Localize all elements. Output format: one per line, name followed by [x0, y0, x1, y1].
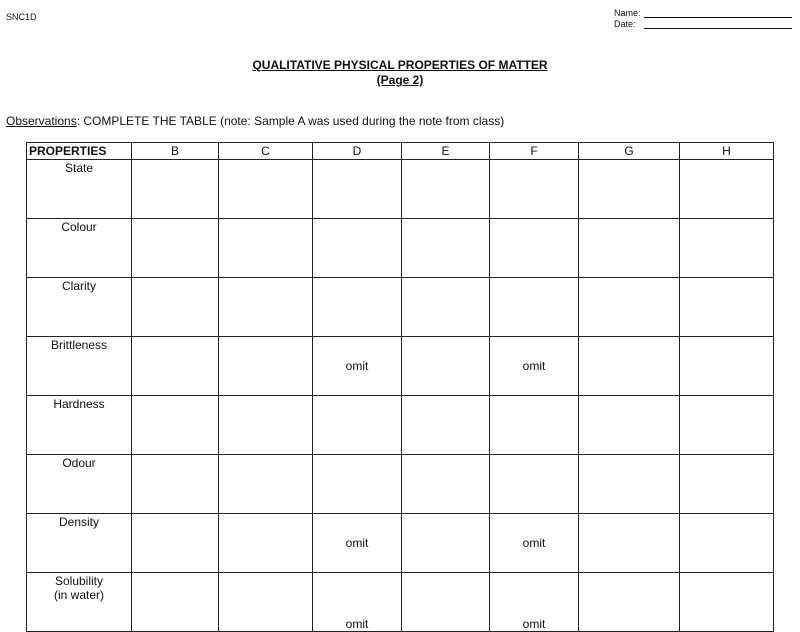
table-cell[interactable] — [680, 160, 774, 219]
table-cell[interactable] — [680, 573, 774, 632]
table-row — [27, 219, 774, 278]
name-field[interactable] — [644, 10, 792, 18]
table-cell[interactable] — [579, 337, 680, 396]
table-cell[interactable] — [402, 396, 490, 455]
table-cell[interactable] — [132, 278, 219, 337]
column-header-e: E — [402, 143, 490, 160]
table-cell[interactable]: omit — [490, 337, 579, 396]
table-cell[interactable] — [132, 514, 219, 573]
date-field[interactable] — [644, 21, 792, 29]
table-cell[interactable] — [680, 278, 774, 337]
table-cell[interactable] — [132, 455, 219, 514]
table-row — [27, 396, 774, 455]
table-row — [27, 514, 774, 573]
table-cell[interactable] — [579, 455, 680, 514]
table-cell[interactable] — [132, 396, 219, 455]
table-cell[interactable] — [219, 219, 313, 278]
table-cell[interactable]: omit — [490, 573, 579, 632]
property-label: Colour — [27, 219, 132, 278]
table-cell[interactable] — [579, 514, 680, 573]
column-header-b: B — [132, 143, 219, 160]
table-cell[interactable] — [579, 573, 680, 632]
table-row — [27, 160, 774, 219]
table-cell[interactable] — [313, 160, 402, 219]
table-cell[interactable] — [313, 278, 402, 337]
table-cell[interactable] — [219, 160, 313, 219]
table-cell[interactable] — [132, 573, 219, 632]
table-row — [27, 455, 774, 514]
table-cell[interactable] — [219, 396, 313, 455]
name-row — [614, 7, 792, 18]
table-cell[interactable] — [490, 278, 579, 337]
table-cell[interactable] — [219, 573, 313, 632]
table-header-row — [27, 143, 774, 160]
table-cell[interactable] — [402, 337, 490, 396]
table-cell[interactable] — [579, 278, 680, 337]
table-cell[interactable] — [132, 160, 219, 219]
table-cell[interactable] — [313, 396, 402, 455]
column-header-d: D — [313, 143, 402, 160]
table-cell[interactable]: omit — [313, 573, 402, 632]
table-body — [27, 160, 774, 632]
column-header-h: H — [680, 143, 774, 160]
table-cell[interactable] — [402, 278, 490, 337]
table-row — [27, 278, 774, 337]
table-cell[interactable] — [402, 455, 490, 514]
table-cell[interactable] — [680, 396, 774, 455]
table-cell[interactable] — [490, 455, 579, 514]
course-code: SNC1D — [6, 12, 37, 22]
table-cell[interactable] — [579, 396, 680, 455]
table-cell[interactable] — [132, 337, 219, 396]
student-info-block — [614, 7, 792, 29]
column-header-c: C — [219, 143, 313, 160]
table-cell[interactable] — [680, 514, 774, 573]
table-cell[interactable] — [579, 160, 680, 219]
table-cell[interactable] — [490, 396, 579, 455]
table-cell[interactable] — [490, 160, 579, 219]
page-subtitle: (Page 2) — [376, 73, 424, 87]
property-label: Solubility (in water) — [27, 573, 132, 632]
table-row — [27, 337, 774, 396]
column-header-f: F — [490, 143, 579, 160]
properties-header: PROPERTIES — [27, 143, 132, 160]
observations-instructions — [6, 114, 504, 128]
table-cell[interactable] — [313, 219, 402, 278]
date-row — [614, 18, 792, 29]
table-cell[interactable] — [219, 337, 313, 396]
table-cell[interactable] — [402, 573, 490, 632]
table-row — [27, 573, 774, 632]
table-cell[interactable]: omit — [313, 514, 402, 573]
table-cell[interactable] — [680, 219, 774, 278]
property-label: Odour — [27, 455, 132, 514]
property-label: Brittleness — [27, 337, 132, 396]
table-cell[interactable] — [680, 337, 774, 396]
table-cell[interactable] — [313, 455, 402, 514]
property-label: Clarity — [27, 278, 132, 337]
properties-table — [26, 142, 774, 632]
property-label: Density — [27, 514, 132, 573]
table-cell[interactable] — [579, 219, 680, 278]
table-cell[interactable] — [680, 455, 774, 514]
name-label: Name: — [614, 8, 641, 18]
property-label: State — [27, 160, 132, 219]
date-label: Date: — [614, 19, 636, 29]
column-header-g: G — [579, 143, 680, 160]
table-cell[interactable]: omit — [490, 514, 579, 573]
table-cell[interactable] — [490, 219, 579, 278]
table-cell[interactable] — [402, 219, 490, 278]
property-label: Hardness — [27, 396, 132, 455]
table-cell[interactable] — [219, 455, 313, 514]
observations-text: : COMPLETE THE TABLE (note: Sample A was used during the note from class) — [76, 114, 505, 128]
table-cell[interactable] — [132, 219, 219, 278]
table-cell[interactable] — [219, 278, 313, 337]
table-cell[interactable] — [402, 514, 490, 573]
table-cell[interactable] — [219, 514, 313, 573]
observations-label: Observations — [6, 114, 77, 128]
page-title: QUALITATIVE PHYSICAL PROPERTIES OF MATTER — [252, 58, 548, 72]
table-cell[interactable]: omit — [313, 337, 402, 396]
table-cell[interactable] — [402, 160, 490, 219]
